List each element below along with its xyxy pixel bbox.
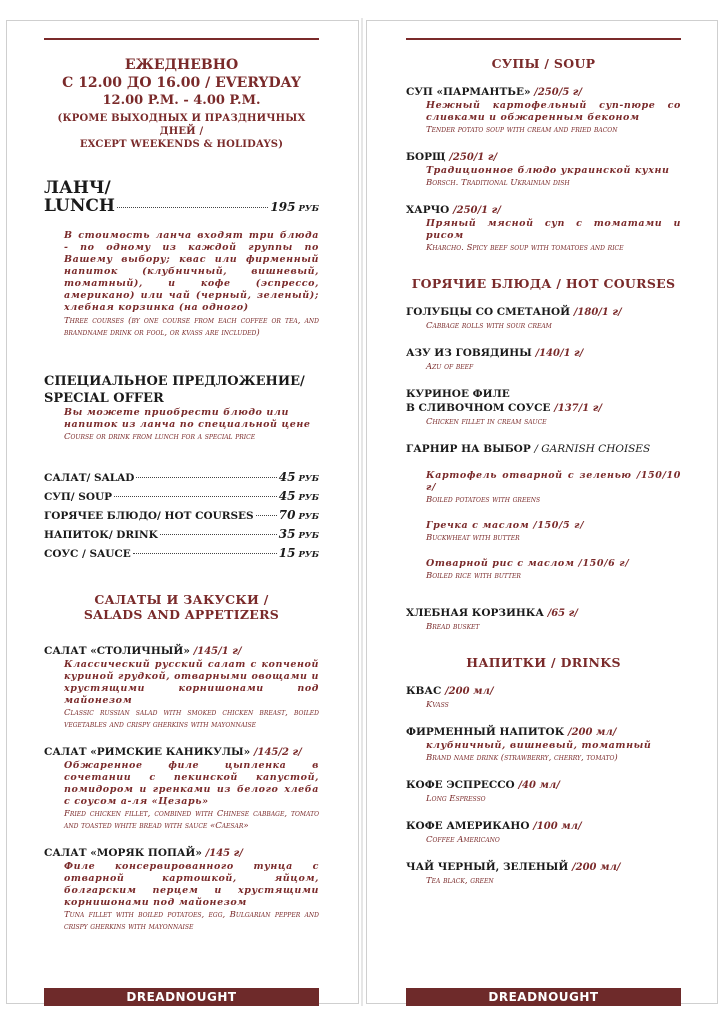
soup-item: [406, 150, 681, 189]
dish-weight: /200 мл/: [571, 862, 621, 873]
drinks-section: [406, 655, 681, 887]
dot-leader: [133, 553, 277, 554]
special-desc-en: Course or drink from lunch for a special price: [64, 432, 256, 442]
dish-name: СУП «ПАРМАНТЬЕ»: [406, 86, 531, 98]
drink-item: [406, 684, 681, 711]
dish-desc-en: Brand name drink (strawberry, cherry, tomato): [426, 753, 618, 763]
dish-name: ЧАЙ ЧЕРНЫЙ, ЗЕЛЕНЫЙ: [406, 861, 569, 873]
special-item-price: 45: [278, 489, 296, 503]
garnish-item: [426, 470, 681, 506]
lunch-price-row: [44, 198, 319, 218]
hot-item: [406, 305, 681, 332]
special-item-price: 15: [278, 546, 296, 560]
right-column: [406, 56, 681, 901]
salads-title-2: SALADS AND APPETIZERS: [83, 607, 280, 622]
dish-desc-en: Cabbage rolls with sour cream: [426, 321, 552, 331]
lunch-block: [44, 179, 319, 339]
dish-weight: /137/1 г/: [554, 403, 602, 414]
hot-item: [406, 387, 681, 428]
soup-section: [406, 56, 681, 254]
special-item-name: САЛАТ/ SALAD: [44, 472, 135, 484]
special-item-currency: РУБ: [298, 493, 319, 503]
dish-weight: /250/5 г/: [534, 87, 583, 98]
drinks-title: НАПИТКИ / DRINKS: [466, 655, 621, 670]
soup-title: СУПЫ / SOUP: [491, 56, 596, 71]
garnish-desc-en: Boiled rice with butter: [426, 571, 521, 581]
special-item-name: НАПИТОК/ DRINK: [44, 529, 158, 541]
lunch-currency: РУБ: [298, 204, 319, 214]
dish-desc-en: Chicken fillet in cream sauce: [426, 417, 547, 427]
salad-item: [44, 846, 319, 933]
dot-leader: [117, 207, 268, 208]
special-item-drink: [44, 526, 319, 545]
salad-item: [44, 745, 319, 832]
special-desc-ru: Вы можете приобрести блюдо или напиток из ланча по специальной цене: [64, 407, 311, 430]
special-item-salad: [44, 469, 319, 488]
hot-courses-section: [406, 276, 681, 633]
left-top-rule: [44, 38, 319, 40]
dish-name: БОРЩ: [406, 151, 446, 163]
right-top-rule: [406, 38, 681, 40]
dish-name: ХАРЧО: [406, 204, 450, 216]
soup-item: [406, 203, 681, 254]
dish-weight: /180/1 г/: [573, 307, 622, 318]
garnish-name: Отварной рис с маслом: [426, 558, 575, 569]
dish-desc-en: Bread busket: [426, 622, 480, 632]
special-item-name: ГОРЯЧЕЕ БЛЮДО/ HOT COURSES: [44, 510, 254, 522]
dish-desc-en: Coffee Americano: [426, 835, 500, 845]
header-line-1: ЕЖЕДНЕВНО: [124, 57, 239, 73]
dish-weight: /145/2 г/: [253, 747, 302, 758]
dish-desc-ru: Традиционное блюдо украинской кухни: [426, 165, 670, 176]
dish-desc-en: Classic russian salad with smoked chicken breast, boiled vegetables and crispy gherkins with mayonnaise: [64, 708, 319, 730]
garnish-desc-en: Boiled potatoes with greens: [426, 495, 541, 505]
special-item-price: 70: [278, 508, 296, 522]
special-item-sauce: [44, 545, 319, 564]
dish-desc-en: Kvass: [426, 700, 449, 710]
dish-weight: /200 мл/: [445, 686, 494, 697]
special-item-currency: РУБ: [298, 512, 319, 522]
header-line-2: С 12.00 ДО 16.00 / EVERYDAY: [62, 75, 301, 91]
dish-desc-ru: клубничный, вишневый, томатный: [426, 740, 652, 751]
garnish-weight: /150/5 г/: [533, 520, 585, 531]
special-offer-block: [44, 373, 319, 564]
special-item-hot-courses: [44, 507, 319, 526]
dish-name: КОФЕ АМЕРИКАНО: [406, 820, 530, 832]
header-line-4: (КРОМЕ ВЫХОДНЫХ И ПРАЗДНИЧНЫХ ДНЕЙ /: [57, 113, 306, 137]
dish-name: КУРИНОЕ ФИЛЕ: [406, 388, 510, 400]
dot-leader: [136, 477, 276, 478]
dish-weight: /250/1 г/: [449, 152, 498, 163]
lunch-title-en: LUNCH: [44, 196, 115, 216]
special-title-ru: СПЕЦИАЛЬНОЕ ПРЕДЛОЖЕНИЕ/: [44, 374, 305, 389]
dish-weight: /145/1 г/: [193, 646, 242, 657]
dish-desc-en: Tuna fillet with boiled potatoes, egg, Bulgarian pepper and crispy gherkins with mayonnaise: [64, 910, 319, 932]
dish-desc-en: Tea black, green: [426, 876, 494, 886]
dish-desc-ru: Обжаренное филе цыпленка в сочетании с пекинской капустой, помидором и гренками из белого хлеба с соусом а-ля «Цезарь»: [64, 760, 319, 807]
special-price-list: [44, 469, 319, 564]
dish-name: САЛАТ «МОРЯК ПОПАЙ»: [44, 847, 202, 859]
garnish-weight: /150/10 г/: [426, 470, 681, 493]
right-footer-banner: DREADNOUGHT: [406, 988, 681, 1006]
dish-name: ХЛЕБНАЯ КОРЗИНКА: [406, 607, 544, 619]
page-fold: [361, 18, 363, 1006]
lunch-hours-header: [44, 56, 319, 151]
dish-name-line2: В СЛИВОЧНОМ СОУСЕ: [406, 402, 551, 414]
dish-desc-en: Fried chicken fillet, combined with Chinese cabbage, tomato and toasted white bread with sauce «Caesar»: [64, 809, 319, 831]
soup-item: [406, 85, 681, 136]
garnish-name: Картофель отварной с зеленью: [426, 470, 632, 481]
salads-section: [44, 592, 319, 933]
garnish-name: Гречка с маслом: [426, 520, 530, 531]
dish-desc-ru: Классический русский салат с копченой куриной грудкой, отварными овощами и хрустящими корнишонами под майонезом: [64, 659, 319, 706]
dish-desc-en: Borsch. Traditional Ukrainian dish: [426, 178, 570, 188]
left-column: [44, 56, 319, 947]
dish-weight: /145 г/: [205, 848, 243, 859]
garnish-block: [406, 442, 681, 582]
lunch-desc-en: Three courses (by one course from each coffee or tea, and brandname drink or fool, or kvass are included): [64, 316, 319, 338]
left-footer-banner: DREADNOUGHT: [44, 988, 319, 1006]
dish-name: САЛАТ «СТОЛИЧНЫЙ»: [44, 645, 190, 657]
dish-name: АЗУ ИЗ ГОВЯДИНЫ: [406, 347, 532, 359]
dish-weight: /40 мл/: [518, 780, 560, 791]
garnish-item: [426, 558, 681, 582]
dish-desc-en: Long Espresso: [426, 794, 486, 804]
dish-weight: /200 мл/: [567, 727, 617, 738]
dot-leader: [256, 515, 277, 516]
salad-item: [44, 644, 319, 731]
garnish-weight: /150/6 г/: [578, 558, 630, 569]
dish-name: ГОЛУБЦЫ СО СМЕТАНОЙ: [406, 306, 571, 318]
dish-name: ФИРМЕННЫЙ НАПИТОК: [406, 726, 565, 738]
garnish-item: [426, 520, 681, 544]
drink-item: [406, 725, 681, 764]
hot-item: [406, 346, 681, 373]
garnish-title-en: / GARNISH CHOISES: [534, 443, 651, 455]
lunch-price: 195: [270, 200, 296, 214]
dish-weight: /65 г/: [547, 608, 578, 619]
dot-leader: [160, 534, 277, 535]
special-title-en: SPECIAL OFFER: [44, 391, 164, 406]
dish-weight: /140/1 г/: [535, 348, 584, 359]
lunch-title-ru: ЛАНЧ/: [44, 178, 111, 198]
special-item-name: СУП/ SOUP: [44, 491, 113, 503]
special-item-currency: РУБ: [298, 474, 319, 484]
special-item-price: 35: [278, 527, 296, 541]
salads-title-1: САЛАТЫ И ЗАКУСКИ /: [94, 592, 269, 607]
dish-desc-ru: Пряный мясной суп с томатами и рисом: [426, 218, 681, 241]
garnish-desc-en: Buckwheat with butter: [426, 533, 520, 543]
dish-desc-en: Azu of beef: [426, 362, 474, 372]
header-line-3: 12.00 P.M. - 4.00 P.M.: [102, 93, 261, 108]
special-item-name: СОУС / SAUCE: [44, 548, 131, 560]
bread-item: [406, 606, 681, 633]
dish-weight: /250/1 г/: [452, 205, 501, 216]
garnish-title: ГАРНИР НА ВЫБОР: [406, 443, 531, 455]
drink-item: [406, 819, 681, 846]
hot-title: ГОРЯЧИЕ БЛЮДА / HOT COURSES: [411, 276, 676, 291]
dish-desc-ru: Филе консервированного тунца с отварной картошкой, яйцом, болгарским перцем и хрустящими корнишонами под майонезом: [64, 861, 319, 908]
special-item-soup: [44, 488, 319, 507]
dish-name: КОФЕ ЭСПРЕССО: [406, 779, 515, 791]
dish-desc-ru: Нежный картофельный суп-пюре со сливками и обжаренным беконом: [426, 100, 681, 123]
dish-weight: /100 мл/: [533, 821, 582, 832]
special-item-currency: РУБ: [298, 550, 319, 560]
drink-item: [406, 778, 681, 805]
drink-item: [406, 860, 681, 887]
dish-desc-en: Tender potato soup with cream and fried bacon: [426, 125, 618, 135]
dish-desc-en: Kharcho. Spicy beef soup with tomatoes and rice: [426, 243, 624, 253]
lunch-desc-ru: В стоимость ланча входят три блюда - по одному из каждой группы по Вашему выбору; квас или фирменный напиток (клубничный, вишневый, томатный), и кофе (эспрессо, американо) или чай (черный, зеленый); хлебная корзинка (на одного): [64, 230, 319, 313]
header-line-5: EXCEPT WEEKENDS & HOLIDAYS): [79, 139, 284, 150]
special-item-currency: РУБ: [298, 531, 319, 541]
dot-leader: [114, 496, 277, 497]
dish-name: КВАС: [406, 685, 442, 697]
special-item-price: 45: [278, 470, 296, 484]
dish-name: САЛАТ «РИМСКИЕ КАНИКУЛЫ»: [44, 746, 251, 758]
